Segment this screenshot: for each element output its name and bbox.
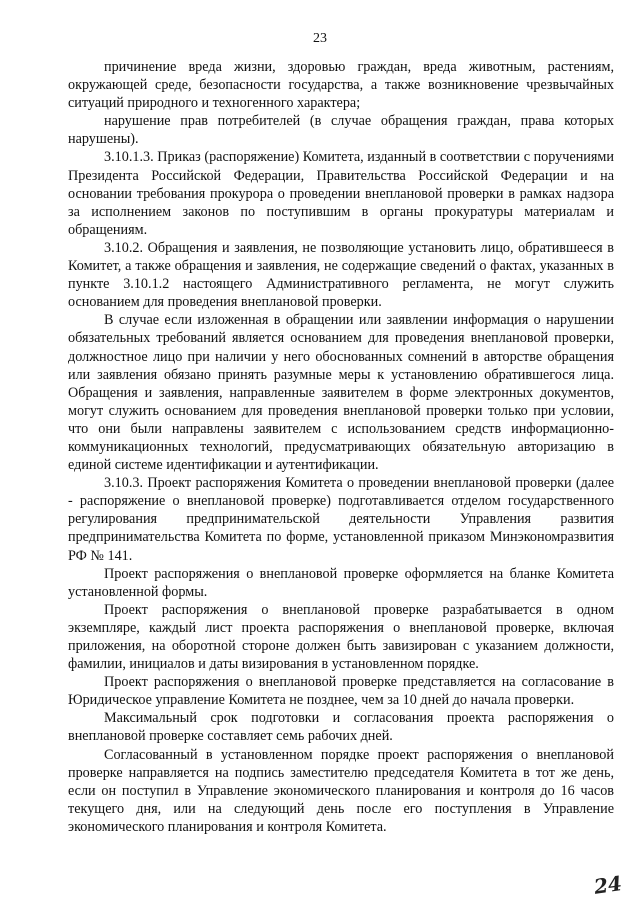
paragraph-max-term: Максимальный срок подготовки и согласования проекта распоряжения о внеплановой проверке составляет семь рабочих дней. [68, 710, 614, 745]
handwritten-page-number: 24 [592, 871, 624, 899]
paragraph-3-10-3: 3.10.3. Проект распоряжения Комитета о проведении внеплановой проверки (далее - распоряжение о внеплановой проверке) подготавливается отделом государственного регулирования предпринимательской деятельности Управления развития предпринимательства Комитета по форме, установленной приказом Минэкономразвития РФ № 141. [68, 475, 614, 564]
paragraph-harm-list: причинение вреда жизни, здоровью граждан, вреда животным, растениям, окружающей среде, безопасности государства, а также возникновение чрезвычайных ситуаций природного и техногенного характера; [68, 59, 614, 112]
body-text [68, 58, 614, 836]
paragraph-3-10-2: 3.10.2. Обращения и заявления, не позволяющие установить лицо, обратившееся в Комитет, а также обращения и заявления, не содержащие сведений о фактах, указанных в пункте 3.10.1.2 настоящего Административного регламента, не могут служить основанием для проведения внеплановой проверки. [68, 239, 614, 311]
paragraph-draft-copies: Проект распоряжения о внеплановой проверке разрабатывается в одном экземпляре, каждый лист проекта распоряжения о внеплановой проверке, включая приложения, на оборотной стороне должен быть завизирован с указанием должности, фамилии, инициалов и даты визирования в установленном порядке. [68, 601, 614, 673]
paragraph-consumer-rights: нарушение прав потребителей (в случае обращения граждан, права которых нарушены). [68, 113, 614, 148]
page-number: 23 [313, 31, 327, 46]
paragraph-anonymous-complaints: В случае если изложенная в обращении или заявлении информация о нарушении обязательных требований является основанием для проведения внеплановой проверки, должностное лицо при наличии у него обоснованных сомнений в авторстве обращения или заявления обязано принять разумные меры к установлению обратившегося лица. Обращения и заявления, направленные заявителем в форме электронных документов, могут служить основанием для проведения внеплановой проверки только при условии, что они были направлены заявителем с использованием средств информационно-коммуникационных технологий, предусматривающих обязательную авторизацию в единой системе идентификации и аутентификации. [68, 312, 614, 474]
paragraph-3-10-1-3: 3.10.1.3. Приказ (распоряжение) Комитета, изданный в соответствии с поручениями Президента Российской Федерации, Правительства Российской Федерации и на основании требования прокурора о проведении внеплановой проверки в рамках надзора за исполнением законов по поступившим в органы прокуратуры материалам и обращениям. [68, 149, 614, 238]
paragraph-signature-routing: Согласованный в установленном порядке проект распоряжения о внеплановой проверке направляется на подпись заместителю председателя Комитета в тот же день, если он поступил в Управление экономического планирования и контроля до 16 часов текущего дня, или на следующий день после его поступления в Управление экономического планирования и контроля Комитета. [68, 746, 614, 835]
paragraph-blank-form: Проект распоряжения о внеплановой проверке оформляется на бланке Комитета установленной формы. [68, 565, 614, 600]
paragraph-legal-approval: Проект распоряжения о внеплановой проверке представляется на согласование в Юридическое управление Комитета не позднее, чем за 10 дней до начала проверки. [68, 674, 614, 709]
